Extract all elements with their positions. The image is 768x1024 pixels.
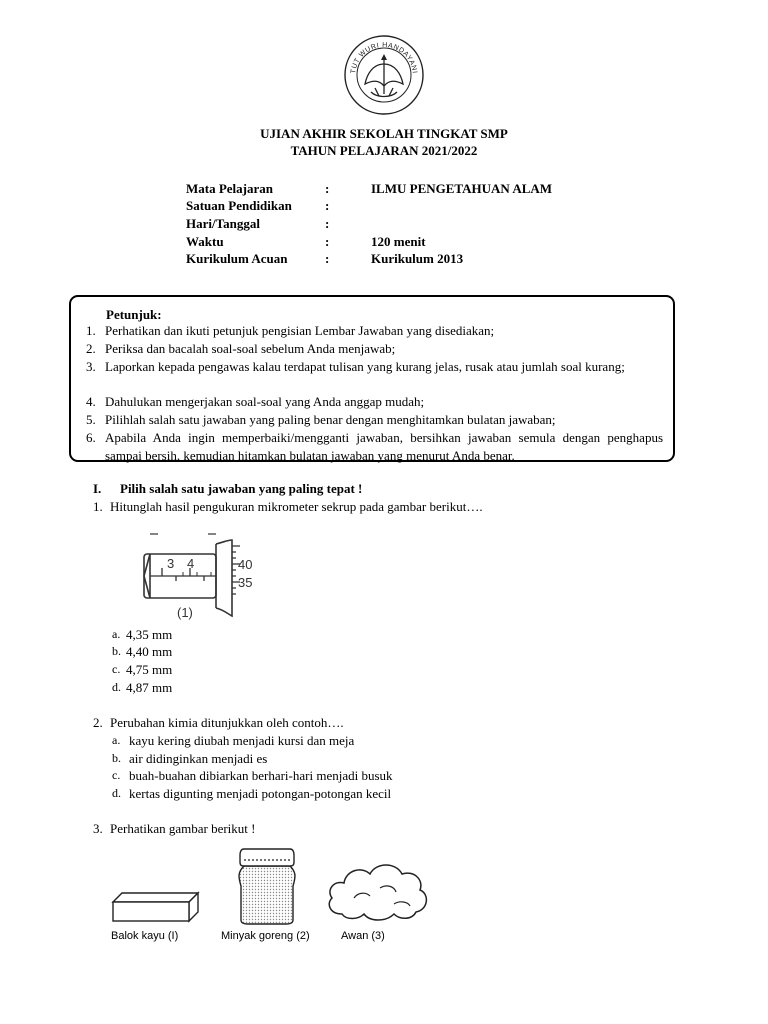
- info-label: Waktu: [186, 234, 224, 249]
- info-colon: :: [325, 181, 330, 196]
- option-text: 4,87 mm: [126, 680, 173, 695]
- info-label: Kurikulum Acuan: [186, 251, 288, 266]
- instruction-text: Apabila Anda ingin memperbaiki/mengganti jawaban, bersihkan jawaban semula dengan penghapus sampai bersih, kemudian hitamkan bulatan jawaban yang menurut Anda benar.: [105, 430, 663, 463]
- option-letter: d.: [112, 786, 121, 800]
- question-text: Perhatikan gambar berikut !: [110, 821, 256, 836]
- info-label: Mata Pelajaran: [186, 181, 274, 196]
- instruction-number: 5.: [86, 412, 96, 427]
- info-colon: :: [325, 198, 330, 213]
- option-text: 4,35 mm: [126, 627, 173, 642]
- option-letter: a.: [112, 627, 121, 641]
- caption-wood-block: Balok kayu (I): [111, 930, 179, 942]
- info-value: 120 menit: [371, 234, 426, 249]
- info-colon: :: [325, 234, 330, 249]
- question-number: 2.: [93, 715, 103, 730]
- info-label: Hari/Tanggal: [186, 216, 260, 231]
- instruction-item: [86, 322, 663, 340]
- option-letter: b.: [112, 751, 121, 765]
- instruction-text: Laporkan kepada pengawas kalau terdapat tulisan yang kurang jelas, rusak atau jumlah soal kurang;: [105, 359, 625, 374]
- instruction-text: Dahulukan mengerjakan soal-soal yang Anda anggap mudah;: [105, 394, 425, 409]
- instruction-number: 6.: [86, 430, 96, 445]
- cooking-oil-jar-figure: [236, 846, 298, 926]
- instruction-number: 2.: [86, 341, 96, 356]
- info-colon: :: [325, 216, 330, 231]
- info-value: Kurikulum 2013: [371, 251, 464, 266]
- question-number: 1.: [93, 499, 103, 514]
- exam-title: UJIAN AKHIR SEKOLAH TINGKAT SMP: [260, 126, 508, 141]
- wood-block-figure: [110, 890, 202, 924]
- section-number: I.: [93, 481, 102, 496]
- info-colon: :: [325, 251, 330, 266]
- thimble-label-35: 35: [238, 575, 253, 590]
- instructions-box: [69, 295, 675, 462]
- figure-caption: (1): [177, 605, 193, 620]
- instruction-text: Pilihlah salah satu jawaban yang paling benar dengan menghitamkan bulatan jawaban;: [105, 412, 556, 427]
- instruction-item: [86, 393, 663, 411]
- instruction-item: [86, 411, 663, 429]
- instruction-text: Periksa dan bacalah soal-soal sebelum Anda menjawab;: [105, 341, 396, 356]
- instruction-item: [86, 358, 663, 376]
- option-text: 4,40 mm: [126, 644, 173, 659]
- exam-year: TAHUN PELAJARAN 2021/2022: [290, 143, 478, 158]
- instruction-number: 3.: [86, 359, 96, 374]
- instruction-number: 1.: [86, 323, 96, 338]
- option-letter: b.: [112, 644, 121, 658]
- cloud-figure: [324, 856, 432, 926]
- option-text: kayu kering diubah menjadi kursi dan meja: [129, 733, 355, 748]
- option-text: 4,75 mm: [126, 662, 173, 677]
- question-text: Hitunglah hasil pengukuran mikrometer sekrup pada gambar berikut….: [110, 499, 483, 514]
- info-label: Satuan Pendidikan: [186, 198, 292, 213]
- tut-wuri-handayani-logo: [343, 34, 425, 116]
- caption-cooking-oil: Minyak goreng (2): [221, 930, 310, 942]
- instruction-text: Perhatikan dan ikuti petunjuk pengisian Lembar Jawaban yang disediakan;: [105, 323, 495, 338]
- instruction-item: [86, 429, 663, 464]
- instruction-number: 4.: [86, 394, 96, 409]
- micrometer-figure: [140, 530, 265, 620]
- option-text: buah-buahan dibiarkan berhari-hari menjadi busuk: [129, 768, 393, 783]
- section-title: Pilih salah satu jawaban yang paling tepat !: [120, 481, 363, 496]
- sleeve-label-4: 4: [187, 556, 195, 571]
- thimble-label-40: 40: [238, 557, 253, 572]
- option-letter: c.: [112, 768, 121, 782]
- sleeve-label-3: 3: [167, 556, 175, 571]
- option-letter: d.: [112, 680, 121, 694]
- instructions-title: Petunjuk:: [106, 307, 162, 322]
- info-value: ILMU PENGETAHUAN ALAM: [371, 181, 553, 196]
- option-letter: c.: [112, 662, 121, 676]
- option-text: kertas digunting menjadi potongan-potongan kecil: [129, 786, 392, 801]
- logo-text: TUT WURI HANDAYANI: [350, 41, 418, 75]
- question-number: 3.: [93, 821, 103, 836]
- caption-cloud: Awan (3): [341, 930, 385, 942]
- question-text: Perubahan kimia ditunjukkan oleh contoh….: [110, 715, 344, 730]
- instruction-item: [86, 340, 663, 358]
- option-letter: a.: [112, 733, 121, 747]
- option-text: air didinginkan menjadi es: [129, 751, 268, 766]
